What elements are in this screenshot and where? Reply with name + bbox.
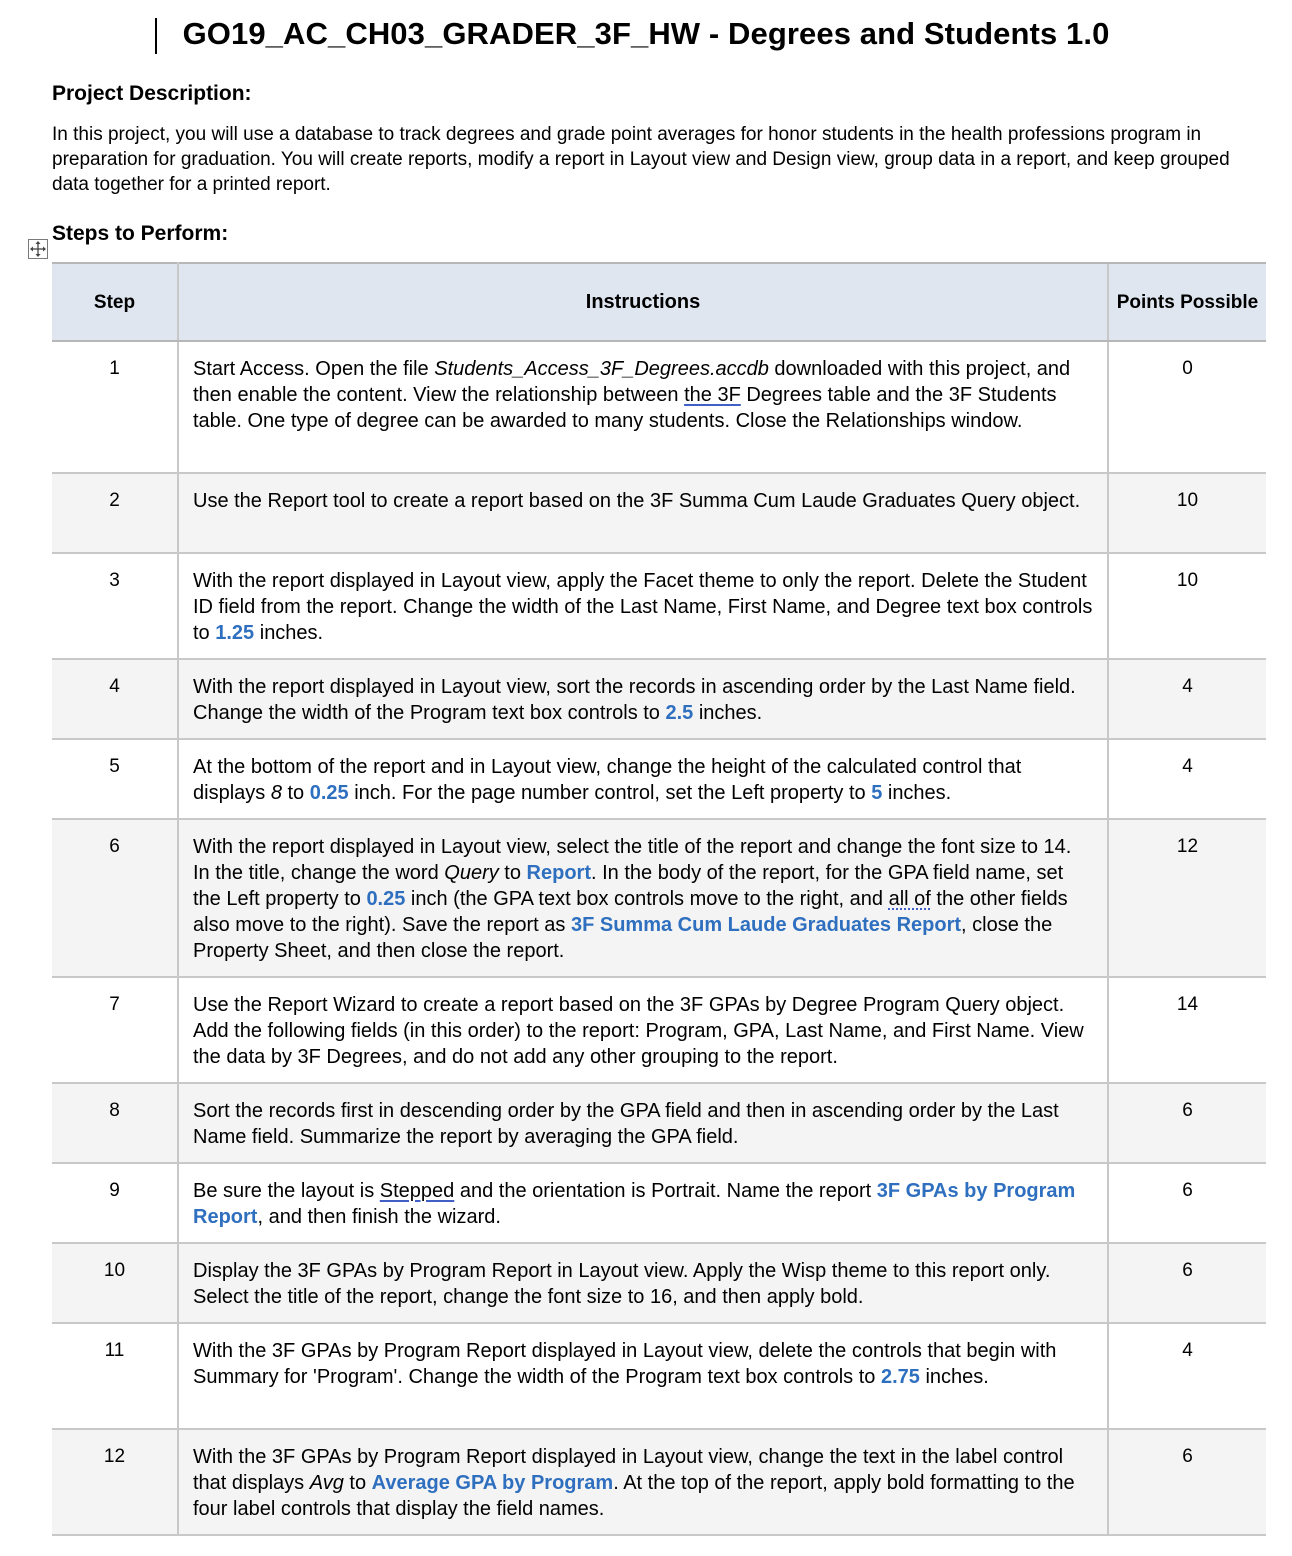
highlighted-value: 5 <box>871 782 883 804</box>
steps-heading: Steps to Perform: <box>52 222 229 245</box>
points-possible: 6 <box>1108 1163 1266 1243</box>
points-possible: 4 <box>1108 659 1266 739</box>
instruction-text: and the orientation is Portrait. Name the report <box>454 1180 877 1202</box>
step-number: 9 <box>52 1163 178 1243</box>
step-number: 11 <box>52 1323 178 1429</box>
points-possible: 6 <box>1108 1429 1266 1535</box>
page-title: GO19_AC_CH03_GRADER_3F_HW - Degrees and Students 1.0 <box>182 16 1110 51</box>
table-row <box>52 553 1266 659</box>
step-instructions <box>178 1163 1108 1243</box>
table-row <box>52 1429 1266 1535</box>
instruction-text: . At the top of the report, apply bold formatting to the four label controls that display the field names. <box>193 1472 1075 1520</box>
instruction-text: downloaded with this project, and then enable the content. View the relationship between <box>193 358 1071 406</box>
points-possible: 4 <box>1108 1323 1266 1429</box>
instruction-text: inch. For the page number control, set the Left property to <box>348 782 872 804</box>
step-instructions <box>178 1429 1108 1535</box>
instruction-text: With the report displayed in Layout view, select the title of the report and change the font size to 14. In the title, change the word <box>193 836 1072 884</box>
project-description-heading: Project Description: <box>52 82 252 105</box>
instruction-text: inch (the GPA text box controls move to the right, and <box>405 888 889 910</box>
step-number: 4 <box>52 659 178 739</box>
table-row <box>52 819 1266 977</box>
highlighted-value: 0.25 <box>366 888 406 910</box>
step-instructions <box>178 341 1108 473</box>
header-points-possible: Points Possible <box>1108 263 1266 341</box>
instruction-text: , close the Property Sheet, and then close the report. <box>193 914 1053 962</box>
highlighted-value: 0.25 <box>309 782 349 804</box>
highlighted-value: 2.75 <box>880 1366 920 1388</box>
step-instructions <box>178 739 1108 819</box>
step-number: 5 <box>52 739 178 819</box>
points-possible: 6 <box>1108 1243 1266 1323</box>
highlighted-value: 2.5 <box>665 702 694 724</box>
step-number: 8 <box>52 1083 178 1163</box>
step-number: 12 <box>52 1429 178 1535</box>
step-instructions <box>178 1323 1108 1429</box>
instruction-text: With the 3F GPAs by Program Report displayed in Layout view, change the text in the label control that displays <box>193 1446 1064 1494</box>
points-possible: 6 <box>1108 1083 1266 1163</box>
instruction-text: to <box>498 862 527 884</box>
header-instructions: Instructions <box>178 263 1108 341</box>
instruction-text: Start Access. Open the file <box>193 358 435 380</box>
instruction-text: Sort the records first in descending order by the GPA field and then in ascending order by the Last Name field. Summarize the report by averaging the GPA field. <box>193 1100 1059 1148</box>
instruction-text: inches. <box>693 702 763 724</box>
step-number: 2 <box>52 473 178 553</box>
table-row <box>52 1163 1266 1243</box>
step-instructions <box>178 819 1108 977</box>
instruction-text: At the bottom of the report and in Layout view, change the height of the calculated control that displays <box>193 756 1022 804</box>
table-row <box>52 1243 1266 1323</box>
step-instructions <box>178 1243 1108 1323</box>
italic-text: Students_Access_3F_Degrees.accdb <box>434 358 769 380</box>
instruction-text: Display the 3F GPAs by Program Report in Layout view. Apply the Wisp theme to this report only. Select the title of the report, change the font size to 16, and then apply bold. <box>193 1260 1051 1308</box>
instruction-text: , and then finish the wizard. <box>257 1206 501 1228</box>
highlighted-value: Average GPA by Program <box>371 1472 614 1494</box>
instruction-text: With the report displayed in Layout view, apply the Facet theme to only the report. Delete the Student ID field from the report. Change the width of the Last Name, First Name, and Degree text box controls to <box>193 570 1093 644</box>
instruction-text: to <box>281 782 310 804</box>
step-instructions <box>178 1083 1108 1163</box>
instruction-text: With the 3F GPAs by Program Report displayed in Layout view, delete the controls that begin with Summary for 'Program'. Change the width of the Program text box controls to <box>193 1340 1057 1388</box>
instruction-text: inches. <box>882 782 952 804</box>
grammar-flagged-text: all of <box>888 888 931 910</box>
points-possible: 4 <box>1108 739 1266 819</box>
highlighted-value: 1.25 <box>215 622 255 644</box>
step-instructions <box>178 659 1108 739</box>
table-row <box>52 341 1266 473</box>
steps-table-body <box>52 341 1266 1535</box>
step-number: 10 <box>52 1243 178 1323</box>
table-row <box>52 659 1266 739</box>
step-instructions <box>178 473 1108 553</box>
points-possible: 10 <box>1108 473 1266 553</box>
instruction-text: the other fields also move to the right). Save the report as <box>193 888 1068 936</box>
instruction-text: inches. <box>254 622 324 644</box>
header-step: Step <box>52 263 178 341</box>
step-instructions <box>178 553 1108 659</box>
step-number: 3 <box>52 553 178 659</box>
highlighted-value: 3F GPAs by Program Report <box>193 1180 1076 1228</box>
instruction-text: inches. <box>919 1366 989 1388</box>
table-header-row <box>52 263 1266 341</box>
table-row <box>52 739 1266 819</box>
steps-table <box>52 262 1266 1536</box>
instruction-text: Use the Report Wizard to create a report based on the 3F GPAs by Degree Program Query object. Add the following fields (in this order) to the report: Program, GPA, Last Name, and First Name. View the data by 3F Degrees, and do not add any other grouping to the report. <box>193 994 1084 1068</box>
table-row <box>52 977 1266 1083</box>
points-possible: 10 <box>1108 553 1266 659</box>
instruction-text: to <box>343 1472 372 1494</box>
project-description: In this project, you will use a database to track degrees and grade point averages for honor students in the health professions program in preparation for graduation. You will create reports, modify a report in Layout view and Design view, group data in a report, and keep grouped data together for a printed report. <box>52 124 1230 195</box>
highlighted-value: Report <box>526 862 591 884</box>
instruction-text: Use the Report tool to create a report based on the 3F Summa Cum Laude Graduates Query object. <box>193 490 1081 512</box>
italic-text: 8 <box>270 782 282 804</box>
table-row <box>52 1323 1266 1429</box>
italic-text: Avg <box>309 1472 344 1494</box>
move-arrows-icon[interactable] <box>28 239 48 259</box>
points-possible: 14 <box>1108 977 1266 1083</box>
step-number: 1 <box>52 341 178 473</box>
instruction-text: . In the body of the report, for the GPA field name, set the Left property to <box>193 862 1064 910</box>
highlighted-value: 3F Summa Cum Laude Graduates Report <box>570 914 962 936</box>
step-number: 7 <box>52 977 178 1083</box>
instruction-text: With the report displayed in Layout view, sort the records in ascending order by the Last Name field. Change the width of the Program text box controls to <box>193 676 1076 724</box>
instruction-text: Be sure the layout is <box>193 1180 380 1202</box>
table-row <box>52 473 1266 553</box>
italic-text: Query <box>444 862 499 884</box>
points-possible: 12 <box>1108 819 1266 977</box>
table-row <box>52 1083 1266 1163</box>
step-instructions <box>178 977 1108 1083</box>
step-number: 6 <box>52 819 178 977</box>
points-possible: 0 <box>1108 341 1266 473</box>
grammar-flagged-text: the 3F <box>684 384 741 406</box>
instruction-text: Degrees table and the 3F Students table. One type of degree can be awarded to many students. Close the Relationships window. <box>193 384 1057 432</box>
grammar-flagged-text: Stepped <box>379 1180 455 1202</box>
